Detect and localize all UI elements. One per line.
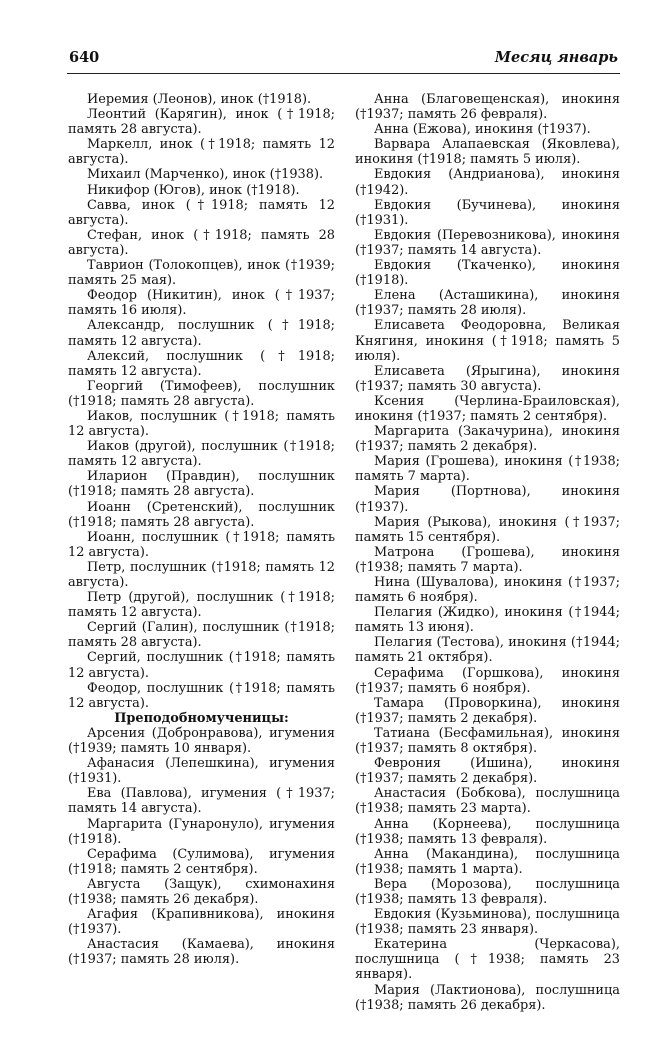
entry: Стефан, инок (†1918; память 28 августа).	[68, 227, 335, 258]
entry: Варвара Алапаевская (Яковлева), инокиня (†1918; память 5 июля).	[355, 137, 620, 168]
entry: Августа (Защук), схимонахиня (†1938; память 26 декабря).	[68, 876, 335, 907]
entry: Иаков (другой), послушник (†1918; память 12 августа).	[68, 439, 335, 470]
section-heading: Преподобномученицы:	[114, 710, 289, 726]
entry: Серафима (Горшкова), инокиня (†1937; память 6 ноября).	[355, 665, 620, 696]
entry: Серафима (Сулимова), игумения (†1918; память 2 сентября).	[68, 846, 335, 877]
entry: Елисавета Феодоровна, Великая Княгиня, инокиня (†1918; память 5 июля).	[355, 318, 620, 364]
running-title: Месяц январь	[494, 49, 618, 66]
entry: Леонтий (Карягин), инок (†1918; память 28 августа).	[68, 107, 335, 138]
entry: Мария (Рыкова), инокиня (†1937; память 15 сентября).	[355, 514, 620, 545]
entry: Агафия (Крапивникова), инокиня (†1937).	[68, 907, 335, 938]
entry: Татиана (Бесфамильная), инокиня (†1937; память 8 октября).	[355, 725, 620, 757]
entry: Евдокия (Кузьминова), послушница (†1938; память 23 января).	[355, 907, 620, 938]
entry: Анна (Ежова), инокиня (†1937).	[374, 122, 591, 138]
left-column	[68, 92, 335, 967]
entry: Анна (Макандина), послушница (†1938; память 1 марта).	[355, 846, 620, 877]
entry: Петр, послушник (†1918; память 12 августа).	[68, 559, 335, 590]
entry: Анастасия (Камаева), инокиня (†1937; память 28 июля).	[68, 937, 335, 968]
entry: Пелагия (Тестова), инокиня (†1944; память 21 октября).	[355, 635, 620, 666]
entry: Екатерина (Черкасова), послушница (†1938; память 23 января).	[355, 937, 620, 983]
entry: Вера (Морозова), послушница (†1938; память 13 февраля).	[355, 876, 620, 907]
entry: Евдокия (Перевозникова), инокиня (†1937; память 14 августа).	[355, 227, 620, 258]
entry: Петр (другой), послушник (†1918; память 12 августа).	[68, 590, 335, 621]
entry: Евдокия (Ткаченко), инокиня (†1918).	[355, 258, 620, 289]
entry: Иларион (Правдин), послушник (†1918; память 28 августа).	[68, 469, 335, 500]
entry: Маркелл, инок (†1918; память 12 августа).	[68, 137, 335, 168]
entry: Евдокия (Бучинева), инокиня (†1931).	[355, 197, 620, 228]
entry: Савва, инок (†1918; память 12 августа).	[68, 197, 335, 228]
entry: Маргарита (Гунаронуло), игумения (†1918).	[68, 816, 335, 847]
entry: Иоанн, послушник (†1918; память 12 августа).	[68, 529, 335, 560]
entry: Тамара (Проворкина), инокиня (†1937; память 2 декабря).	[355, 695, 620, 726]
entry: Матрона (Грошева), инокиня (†1938; память 7 марта).	[355, 544, 620, 575]
entry: Александр, послушник (†1918; память 12 августа).	[68, 318, 335, 349]
entry: Алексий, послушник (†1918; память 12 августа).	[68, 348, 335, 379]
entry: Арсения (Добронравова), игумения (†1939; память 10 января).	[68, 725, 335, 757]
entry: Никифор (Югов), инок (†1918).	[87, 182, 300, 198]
entry: Михаил (Марченко), инок (†1938).	[87, 167, 324, 183]
entry: Мария (Портнова), инокиня (†1937).	[355, 484, 620, 515]
entry: Феодор (Никитин), инок (†1937; память 16 июля).	[68, 288, 335, 319]
entry: Сергий, послушник (†1918; память 12 августа).	[68, 650, 335, 681]
entry: Анна (Благовещенская), инокиня (†1937; память 26 февраля).	[355, 92, 620, 123]
entry: Феврония (Ишина), инокиня (†1937; память 2 декабря).	[355, 756, 620, 787]
page-number: 640	[69, 49, 100, 66]
entry: Евдокия (Андрианова), инокиня (†1942).	[355, 167, 620, 198]
entry: Елена (Асташикина), инокиня (†1937; память 28 июля).	[355, 288, 620, 319]
entry: Ева (Павлова), игумения (†1937; память 14 августа).	[68, 786, 335, 817]
entry: Иоанн (Сретенский), послушник (†1918; память 28 августа).	[68, 499, 335, 530]
entry: Мария (Лактионова), послушница (†1938; память 26 декабря).	[355, 982, 620, 1013]
entry: Иеремия (Леонов), инок (†1918).	[87, 92, 312, 107]
entry: Елисавета (Ярыгина), инокиня (†1937; память 30 августа).	[355, 363, 620, 394]
entry: Иаков, послушник (†1918; память 12 августа).	[68, 408, 335, 440]
entry: Маргарита (Закачурина), инокиня (†1937; память 2 декабря).	[355, 424, 620, 455]
entry: Таврион (Толокопцев), инок (†1939; память 25 мая).	[68, 258, 335, 289]
header-rule	[67, 73, 620, 74]
entry: Феодор, послушник (†1918; память 12 августа).	[68, 680, 335, 711]
right-column	[355, 92, 620, 1013]
entry: Сергий (Галин), послушник (†1918; память 28 августа).	[68, 620, 335, 651]
entry: Мария (Грошева), инокиня (†1938; память 7 марта).	[355, 454, 620, 485]
entry: Анна (Корнеева), послушница (†1938; память 13 февраля).	[355, 816, 620, 847]
entry: Пелагия (Жидко), инокиня (†1944; память 13 июня).	[355, 605, 620, 636]
entry: Ксения (Черлина-Браиловская), инокиня (†1937; память 2 сентября).	[355, 393, 620, 424]
entry: Анастасия (Бобкова), послушница (†1938; память 23 марта).	[355, 786, 620, 817]
entry: Георгий (Тимофеев), послушник (†1918; память 28 августа).	[68, 378, 335, 409]
entry: Афанасия (Лепешкина), игумения (†1931).	[68, 756, 335, 787]
entry: Нина (Шувалова), инокиня (†1937; память 6 ноября).	[355, 575, 620, 606]
